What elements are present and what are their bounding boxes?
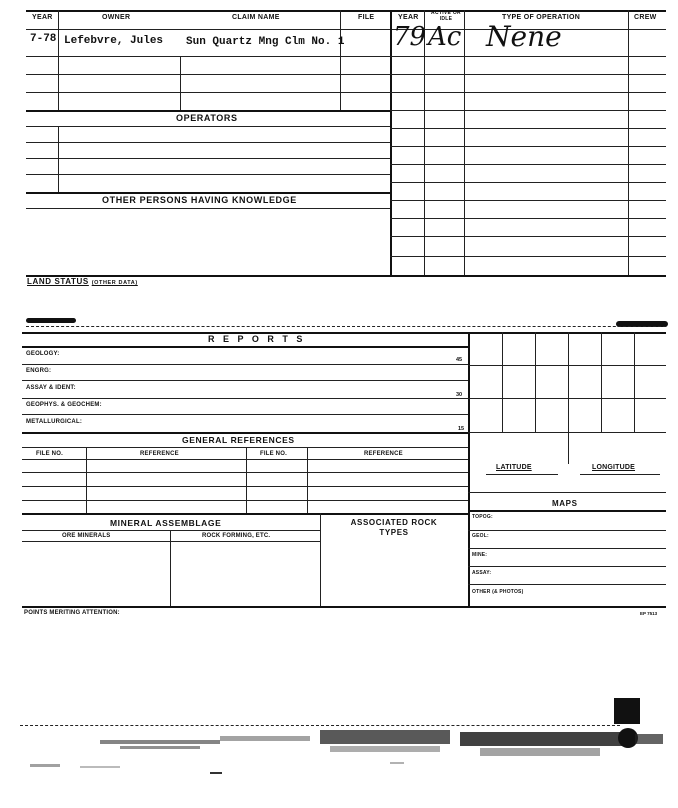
- ref-row-line: [22, 486, 468, 487]
- grid-col-line: [535, 332, 536, 432]
- latitude-label: [496, 464, 532, 471]
- scan-black-square: [614, 698, 640, 724]
- ref-row-line: [22, 459, 468, 460]
- header-bottom-line: [26, 29, 666, 30]
- latitude-text: LATITUDE: [496, 464, 532, 471]
- longitude-underline: [580, 474, 660, 475]
- header-file: FILE: [358, 14, 375, 21]
- mineral-subheader-top: [22, 530, 320, 531]
- operators-row-line: [26, 174, 390, 175]
- handwritten-year: 79: [393, 22, 427, 52]
- land-status-label: LAND STATUS: [27, 277, 89, 286]
- others-top-line: [26, 192, 390, 194]
- report-row-line: [22, 398, 468, 399]
- reports-top-line: [22, 332, 666, 334]
- right-row-line: [390, 218, 666, 219]
- maps-assay-label: ASSAY:: [472, 570, 492, 576]
- header-active-or-idle: ACTIVE OR IDLE: [431, 10, 461, 22]
- ref-row-line: [22, 472, 468, 473]
- maps-geol-label: GEOL:: [472, 533, 489, 539]
- general-references-header-line: [22, 447, 468, 448]
- header-year-2: YEAR: [398, 14, 419, 21]
- report-metallurgical-number: 15: [458, 426, 465, 432]
- grid-row-line: [468, 365, 666, 366]
- report-metallurgical-label: METALLURGICAL:: [26, 419, 83, 425]
- right-row-line: [390, 164, 666, 165]
- form-code: EP 7513: [640, 611, 658, 616]
- ore-minerals-label: ORE MINERALS: [62, 533, 111, 539]
- maps-row-line: [468, 584, 666, 585]
- right-row-line: [390, 146, 666, 147]
- report-assay-number: 30: [456, 392, 463, 398]
- operators-col-sep: [58, 126, 59, 192]
- report-geology-number: 45: [456, 357, 463, 363]
- general-references-title: GENERAL REFERENCES: [182, 435, 295, 445]
- ref-row-line: [22, 500, 468, 501]
- header-year: YEAR: [32, 14, 53, 21]
- grid-col-line: [601, 332, 602, 432]
- owner-row-line: [26, 74, 390, 75]
- maps-title: MAPS: [552, 499, 578, 508]
- right-row-line: [390, 56, 666, 57]
- ore-rock-sep: [170, 530, 171, 607]
- longitude-label: [592, 464, 635, 471]
- maps-header-line: [468, 510, 666, 512]
- report-geology-label: GEOLOGY:: [26, 351, 60, 357]
- reports-header-line: [22, 346, 468, 348]
- grid-row-line: [468, 398, 666, 399]
- ref-col-sep: [307, 447, 308, 513]
- col-sep-year: [58, 10, 59, 110]
- associated-rock-types: ASSOCIATED ROCK TYPES: [350, 518, 438, 537]
- entry-claim-name: Sun Quartz Mng Clm No. 1: [186, 36, 345, 48]
- grid-col-line: [502, 332, 503, 432]
- scan-noise-band: [20, 726, 670, 776]
- mineral-top-line: [22, 513, 468, 515]
- top-border: [26, 10, 666, 12]
- report-row-line: [22, 364, 468, 365]
- operators-top-line: [26, 110, 390, 112]
- operators-header-line: [26, 126, 390, 127]
- operators-label: OPERATORS: [176, 113, 238, 123]
- entry-year: 7-78: [30, 33, 57, 45]
- maps-top-line: [468, 492, 666, 493]
- right-row-line: [390, 128, 666, 129]
- mineral-assemblage-title: MINERAL ASSEMBLAGE: [110, 518, 222, 528]
- points-meriting-attention-label: POINTS MERITING ATTENTION:: [24, 610, 120, 616]
- other-persons-label: OTHER PERSONS HAVING KNOWLEDGE: [102, 195, 297, 205]
- general-references-top-line: [22, 432, 468, 434]
- maps-row-line: [468, 548, 666, 549]
- owner-row-line: [26, 92, 390, 93]
- reports-title: R E P O R T S: [208, 334, 306, 344]
- ref-header-reference-1: REFERENCE: [140, 451, 179, 457]
- right-row-line: [390, 200, 666, 201]
- mineral-col-sep: [320, 513, 321, 607]
- scan-smudge-left: [26, 318, 76, 323]
- report-row-line: [22, 414, 468, 415]
- header-type-of-operation: TYPE OF OPERATION: [502, 14, 581, 21]
- ref-col-sep: [246, 447, 247, 513]
- col-sep-claim: [340, 10, 341, 110]
- rock-forming-label: ROCK FORMING, ETC.: [202, 533, 271, 539]
- operators-row-line: [26, 158, 390, 159]
- land-status-subtitle: (OTHER DATA): [91, 280, 138, 286]
- report-geophys-label: GEOPHYS. & GEOCHEM:: [26, 402, 102, 408]
- right-row-line: [390, 256, 666, 257]
- longitude-text: LONGITUDE: [592, 464, 636, 471]
- header-claim-name: CLAIM NAME: [232, 14, 280, 21]
- grid-row-line: [468, 432, 666, 433]
- maps-mine-label: MINE:: [472, 552, 488, 558]
- grid-col-line: [634, 332, 635, 432]
- report-assay-label: ASSAY & IDENT:: [26, 385, 76, 391]
- right-row-line: [390, 92, 666, 93]
- ref-header-file-no-1: FILE NO.: [36, 451, 63, 457]
- owner-row-line: [26, 56, 390, 57]
- report-row-line: [22, 380, 468, 381]
- maps-other-label: OTHER (& PHOTOS): [472, 589, 524, 595]
- header-owner: OWNER: [102, 14, 131, 21]
- maps-row-line: [468, 530, 666, 531]
- report-engrg-label: ENGRG:: [26, 368, 52, 374]
- mineral-subheader-bottom: [22, 541, 320, 542]
- land-status-title: [27, 277, 138, 286]
- others-header-line: [26, 208, 390, 209]
- header-crew: CREW: [634, 14, 657, 21]
- right-row-line: [390, 236, 666, 237]
- right-row-line: [390, 110, 666, 111]
- ref-col-sep: [86, 447, 87, 513]
- maps-topog-label: TOPOG:: [472, 514, 493, 520]
- right-row-line: [390, 74, 666, 75]
- reports-bottom-line: [22, 606, 666, 608]
- ref-header-reference-2: REFERENCE: [364, 451, 403, 457]
- operators-row-line: [26, 142, 390, 143]
- maps-row-line: [468, 566, 666, 567]
- handwritten-operation: Nene: [486, 20, 562, 53]
- section-divider: [26, 326, 666, 327]
- right-row-line: [390, 182, 666, 183]
- handwritten-active: Ac: [428, 22, 462, 52]
- entry-owner: Lefebvre, Jules: [64, 35, 164, 47]
- col-sep-owner: [180, 56, 181, 110]
- latitude-underline: [486, 474, 558, 475]
- ref-header-file-no-2: FILE NO.: [260, 451, 287, 457]
